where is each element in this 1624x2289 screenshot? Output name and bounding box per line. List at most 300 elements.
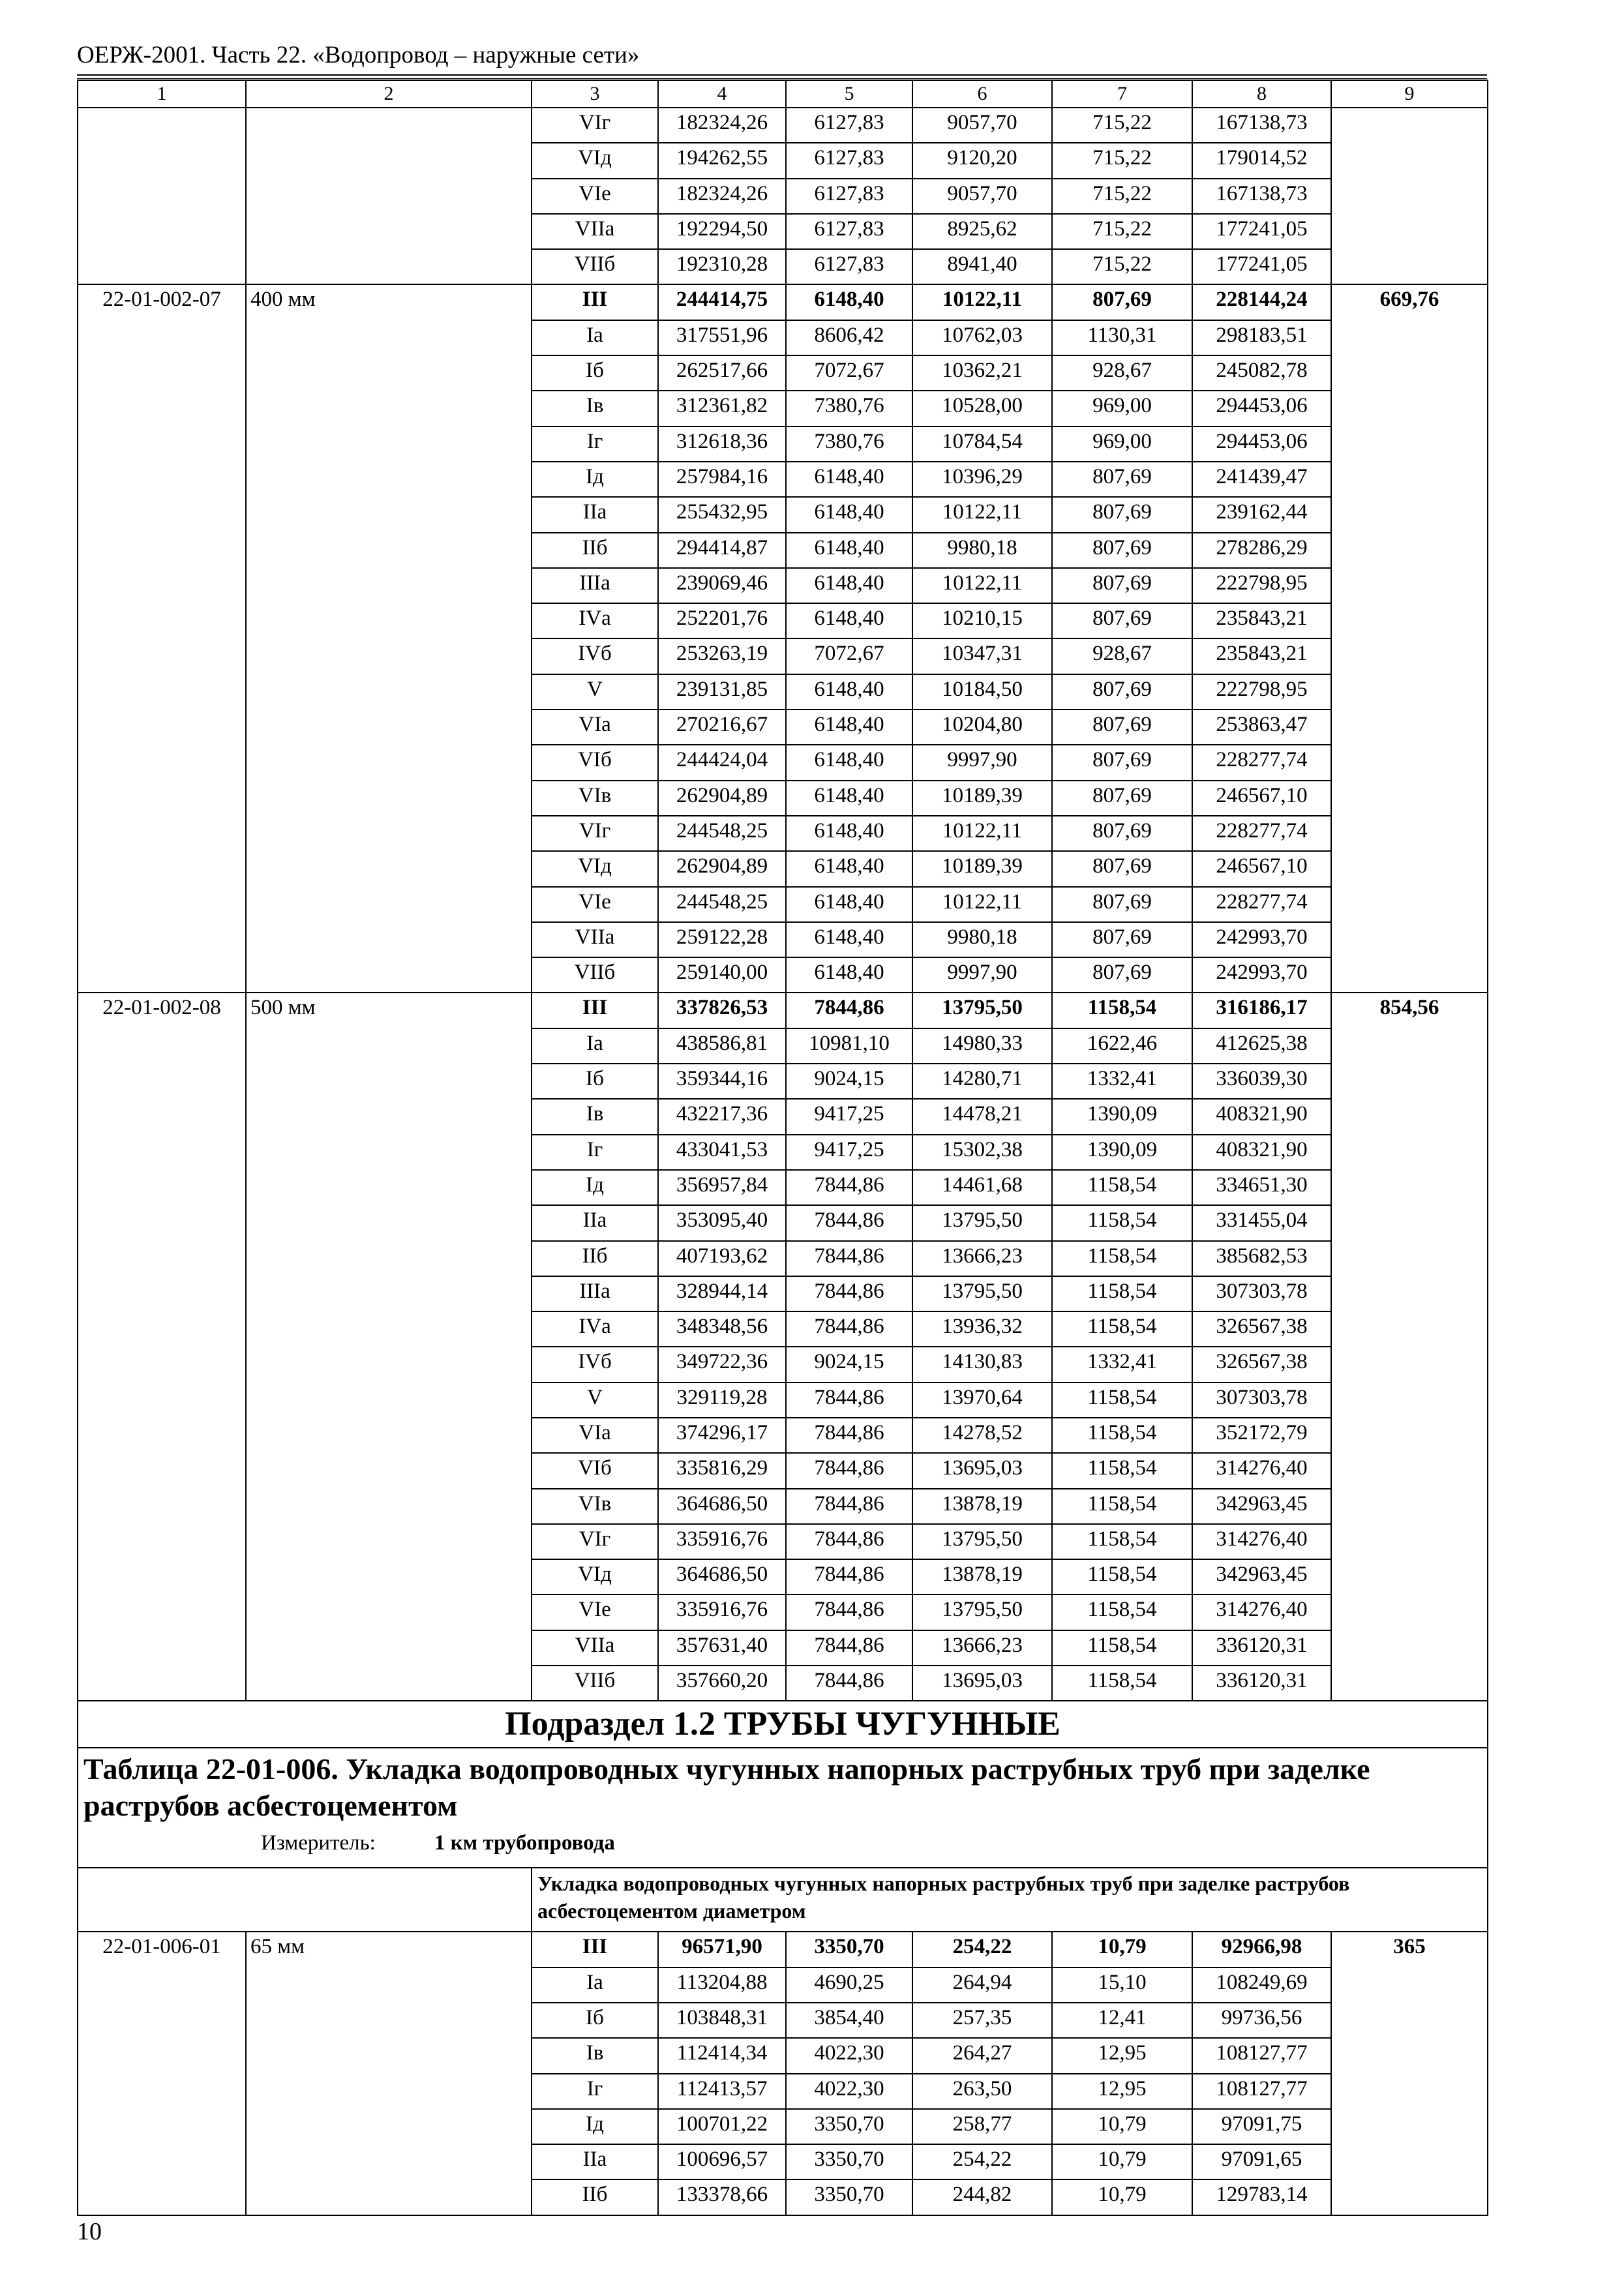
cost-cell: 13970,64 (912, 1383, 1052, 1418)
cost-cell: 432217,36 (658, 1099, 786, 1134)
cost-cell: 6148,40 (786, 887, 912, 922)
zone-code: IVб (532, 1347, 658, 1382)
rate-code: 22-01-002-08 (78, 993, 246, 1701)
cost-cell: 807,69 (1052, 462, 1192, 497)
cost-cell: 342963,45 (1192, 1559, 1331, 1594)
cost-cell: 7072,67 (786, 355, 912, 391)
cost-cell: 7844,86 (786, 1559, 912, 1594)
cost-cell: 10,79 (1052, 2144, 1192, 2179)
cost-cell: 100701,22 (658, 2109, 786, 2144)
cost-cell: 329119,28 (658, 1383, 786, 1418)
table-row (78, 284, 1488, 320)
header-rule (77, 74, 1487, 76)
cost-cell: 235843,21 (1192, 638, 1331, 674)
zone-code: VIг (532, 108, 658, 143)
cost-cell: 244,82 (912, 2179, 1052, 2215)
cost-cell: 9057,70 (912, 108, 1052, 143)
cost-cell: 228144,24 (1192, 284, 1331, 320)
cost-cell: 807,69 (1052, 745, 1192, 780)
zone-code: VIIа (532, 214, 658, 249)
cost-cell: 715,22 (1052, 179, 1192, 214)
cost-cell: 235843,21 (1192, 603, 1331, 638)
measure-line (83, 1828, 1482, 1858)
cost-cell: 264,27 (912, 2038, 1052, 2073)
cost-cell: 1158,54 (1052, 1594, 1192, 1630)
total-cell: 854,56 (1331, 993, 1488, 1701)
cost-cell: 1158,54 (1052, 1383, 1192, 1418)
cost-cell: 108127,77 (1192, 2074, 1331, 2109)
cost-cell: 1622,46 (1052, 1028, 1192, 1064)
cost-cell: 246567,10 (1192, 781, 1331, 816)
cost-cell: 13795,50 (912, 993, 1052, 1028)
zone-code: III (532, 284, 658, 320)
cost-cell: 352172,79 (1192, 1418, 1331, 1453)
cost-cell: 342963,45 (1192, 1489, 1331, 1524)
cost-cell: 807,69 (1052, 674, 1192, 710)
cost-cell: 6148,40 (786, 957, 912, 993)
cost-cell: 1390,09 (1052, 1135, 1192, 1170)
zone-code: Iд (532, 2109, 658, 2144)
cost-cell: 331455,04 (1192, 1205, 1331, 1240)
rate-code (78, 108, 246, 284)
table-title-row (78, 1748, 1488, 1868)
cost-cell: 314276,40 (1192, 1594, 1331, 1630)
cost-cell: 374296,17 (658, 1418, 786, 1453)
cost-cell: 244548,25 (658, 816, 786, 851)
zone-code: Iд (532, 462, 658, 497)
cost-cell: 1158,54 (1052, 1241, 1192, 1276)
cost-cell: 15302,38 (912, 1135, 1052, 1170)
zone-code: IIIа (532, 568, 658, 603)
cost-cell: 10122,11 (912, 887, 1052, 922)
cost-cell: 356957,84 (658, 1170, 786, 1205)
cost-cell: 7844,86 (786, 1630, 912, 1666)
cost-cell: 194262,55 (658, 143, 786, 178)
cost-cell: 9024,15 (786, 1347, 912, 1382)
zone-code: VIд (532, 1559, 658, 1594)
zone-code: VIд (532, 851, 658, 886)
cost-cell: 3350,70 (786, 2179, 912, 2215)
cost-cell: 241439,47 (1192, 462, 1331, 497)
cost-cell: 228277,74 (1192, 816, 1331, 851)
cost-cell: 6148,40 (786, 781, 912, 816)
cost-cell: 807,69 (1052, 603, 1192, 638)
total-cell (1331, 108, 1488, 284)
cost-cell: 13695,03 (912, 1666, 1052, 1701)
cost-cell: 314276,40 (1192, 1453, 1331, 1488)
cost-cell: 314276,40 (1192, 1524, 1331, 1559)
description-row (78, 1868, 1488, 1932)
cost-cell: 13666,23 (912, 1630, 1052, 1666)
cost-cell: 13695,03 (912, 1453, 1052, 1488)
zone-code: Iг (532, 426, 658, 462)
cost-cell: 9024,15 (786, 1064, 912, 1099)
cost-cell: 9980,18 (912, 533, 1052, 568)
cost-cell: 257984,16 (658, 462, 786, 497)
column-number: 8 (1192, 80, 1331, 108)
cost-cell: 242993,70 (1192, 922, 1331, 957)
description-blank (78, 1868, 532, 1932)
cost-cell: 14980,33 (912, 1028, 1052, 1064)
cost-cell: 239162,44 (1192, 497, 1331, 532)
cost-cell: 6148,40 (786, 674, 912, 710)
cost-cell: 6148,40 (786, 710, 912, 745)
cost-cell: 14278,52 (912, 1418, 1052, 1453)
cost-cell: 6148,40 (786, 745, 912, 780)
zone-code: Iб (532, 1064, 658, 1099)
subsection-row (78, 1701, 1488, 1748)
cost-cell: 10362,21 (912, 355, 1052, 391)
cost-cell: 13936,32 (912, 1311, 1052, 1347)
header-rule-thin (77, 78, 1487, 79)
cost-cell: 1158,54 (1052, 993, 1192, 1028)
cost-cell: 14280,71 (912, 1064, 1052, 1099)
cost-cell: 1158,54 (1052, 1170, 1192, 1205)
cost-cell: 253263,19 (658, 638, 786, 674)
zone-code: IIа (532, 2144, 658, 2179)
cost-cell: 254,22 (912, 2144, 1052, 2179)
cost-cell: 9417,25 (786, 1135, 912, 1170)
cost-cell: 13878,19 (912, 1489, 1052, 1524)
cost-cell: 407193,62 (658, 1241, 786, 1276)
zone-code: VIв (532, 1489, 658, 1524)
cost-cell: 6148,40 (786, 816, 912, 851)
cost-cell: 10122,11 (912, 497, 1052, 532)
cost-cell: 807,69 (1052, 533, 1192, 568)
document-title: ОЕРЖ-2001. Часть 22. «Водопровод – наружные сети» (77, 42, 640, 68)
cost-cell: 326567,38 (1192, 1347, 1331, 1382)
cost-cell: 258,77 (912, 2109, 1052, 2144)
cost-cell: 97091,75 (1192, 2109, 1331, 2144)
rate-name: 65 мм (246, 1932, 532, 2215)
cost-cell: 969,00 (1052, 426, 1192, 462)
cost-cell: 10396,29 (912, 462, 1052, 497)
zone-code: Iг (532, 2074, 658, 2109)
cost-cell: 262904,89 (658, 851, 786, 886)
rate-name: 500 мм (246, 993, 532, 1701)
zone-code: Iв (532, 1099, 658, 1134)
zone-code: IIб (532, 1241, 658, 1276)
zone-code: VIа (532, 1418, 658, 1453)
zone-code: Iа (532, 1028, 658, 1064)
cost-cell: 928,67 (1052, 355, 1192, 391)
cost-cell: 6148,40 (786, 568, 912, 603)
cost-cell: 4690,25 (786, 1967, 912, 2003)
cost-cell: 1158,54 (1052, 1311, 1192, 1347)
cost-cell: 298183,51 (1192, 320, 1331, 355)
cost-cell: 167138,73 (1192, 179, 1331, 214)
zone-code: IVб (532, 638, 658, 674)
cost-cell: 6127,83 (786, 143, 912, 178)
page-number: 10 (77, 2218, 102, 2245)
cost-cell: 807,69 (1052, 497, 1192, 532)
cost-cell: 316186,17 (1192, 993, 1331, 1028)
cost-cell: 353095,40 (658, 1205, 786, 1240)
cost-cell: 112413,57 (658, 2074, 786, 2109)
cost-cell: 7844,86 (786, 993, 912, 1028)
zone-code: VIа (532, 710, 658, 745)
zone-code: VIе (532, 179, 658, 214)
cost-cell: 10,79 (1052, 1932, 1192, 1967)
cost-cell: 7844,86 (786, 1241, 912, 1276)
cost-cell: 335916,76 (658, 1594, 786, 1630)
cost-cell: 307303,78 (1192, 1276, 1331, 1311)
cost-cell: 8925,62 (912, 214, 1052, 249)
total-cell: 669,76 (1331, 284, 1488, 993)
zone-code: VIв (532, 781, 658, 816)
cost-cell: 177241,05 (1192, 249, 1331, 284)
cost-cell: 9980,18 (912, 922, 1052, 957)
cost-cell: 12,95 (1052, 2074, 1192, 2109)
cost-cell: 1332,41 (1052, 1064, 1192, 1099)
table-title: Таблица 22-01-006. Укладка водопроводных чугунных напорных раструбных труб при заделке раструбов асбестоцементом (83, 1752, 1370, 1823)
cost-cell: 1158,54 (1052, 1666, 1192, 1701)
cost-cell: 222798,95 (1192, 568, 1331, 603)
cost-cell: 10981,10 (786, 1028, 912, 1064)
zone-code: IIб (532, 2179, 658, 2215)
cost-cell: 807,69 (1052, 957, 1192, 993)
cost-cell: 3350,70 (786, 2144, 912, 2179)
cost-cell: 10210,15 (912, 603, 1052, 638)
cost-cell: 12,41 (1052, 2003, 1192, 2038)
cost-cell: 807,69 (1052, 710, 1192, 745)
cost-cell: 113204,88 (658, 1967, 786, 2003)
rate-name (246, 108, 532, 284)
cost-cell: 328944,14 (658, 1276, 786, 1311)
cost-cell: 8941,40 (912, 249, 1052, 284)
zone-code: IVа (532, 1311, 658, 1347)
column-number: 7 (1052, 80, 1192, 108)
cost-cell: 317551,96 (658, 320, 786, 355)
cost-cell: 7844,86 (786, 1524, 912, 1559)
cost-cell: 10204,80 (912, 710, 1052, 745)
column-number: 1 (78, 80, 246, 108)
zone-code: IIIа (532, 1276, 658, 1311)
zone-code: IIб (532, 533, 658, 568)
cost-cell: 7380,76 (786, 391, 912, 426)
cost-cell: 10,79 (1052, 2109, 1192, 2144)
cost-cell: 129783,14 (1192, 2179, 1331, 2215)
cost-cell: 7844,86 (786, 1489, 912, 1524)
cost-cell: 9417,25 (786, 1099, 912, 1134)
cost-cell: 715,22 (1052, 143, 1192, 178)
cost-cell: 334651,30 (1192, 1170, 1331, 1205)
cost-cell: 433041,53 (658, 1135, 786, 1170)
cost-cell: 7072,67 (786, 638, 912, 674)
zone-code: VIIб (532, 1666, 658, 1701)
cost-cell: 259140,00 (658, 957, 786, 993)
cost-cell: 242993,70 (1192, 957, 1331, 993)
zone-code: VIе (532, 887, 658, 922)
cost-cell: 264,94 (912, 1967, 1052, 2003)
cost-cell: 10347,31 (912, 638, 1052, 674)
cost-cell: 228277,74 (1192, 745, 1331, 780)
cost-cell: 969,00 (1052, 391, 1192, 426)
cost-cell: 3350,70 (786, 2109, 912, 2144)
cost-cell: 335816,29 (658, 1453, 786, 1488)
cost-cell: 96571,90 (658, 1932, 786, 1967)
cost-cell: 7380,76 (786, 426, 912, 462)
cost-cell: 255432,95 (658, 497, 786, 532)
cost-cell: 7844,86 (786, 1311, 912, 1347)
zone-code: IIа (532, 497, 658, 532)
cost-cell: 10122,11 (912, 568, 1052, 603)
cost-cell: 14478,21 (912, 1099, 1052, 1134)
cost-cell: 6127,83 (786, 249, 912, 284)
cost-cell: 92966,98 (1192, 1932, 1331, 1967)
cost-cell: 228277,74 (1192, 887, 1331, 922)
description-text: Укладка водопроводных чугунных напорных раструбных труб при заделке раструбов асбестоцементом диаметром (532, 1868, 1488, 1932)
cost-cell: 357660,20 (658, 1666, 786, 1701)
cost-cell: 13666,23 (912, 1241, 1052, 1276)
cost-cell: 438586,81 (658, 1028, 786, 1064)
cost-cell: 262517,66 (658, 355, 786, 391)
cost-cell: 807,69 (1052, 887, 1192, 922)
zone-code: VIг (532, 1524, 658, 1559)
cost-cell: 807,69 (1052, 781, 1192, 816)
zone-code: VIб (532, 1453, 658, 1488)
cost-cell: 253863,47 (1192, 710, 1331, 745)
table-row (78, 993, 1488, 1028)
cost-cell: 6148,40 (786, 851, 912, 886)
subsection-title: Подраздел 1.2 ТРУБЫ ЧУГУННЫЕ (78, 1701, 1488, 1748)
cost-cell: 6148,40 (786, 497, 912, 532)
cost-cell: 257,35 (912, 2003, 1052, 2038)
cost-cell: 807,69 (1052, 568, 1192, 603)
cost-cell: 246567,10 (1192, 851, 1331, 886)
cost-cell: 10189,39 (912, 781, 1052, 816)
cost-cell: 192310,28 (658, 249, 786, 284)
zone-code: Iд (532, 1170, 658, 1205)
cost-cell: 108127,77 (1192, 2038, 1331, 2073)
cost-cell: 336120,31 (1192, 1666, 1331, 1701)
cost-cell: 1130,31 (1052, 320, 1192, 355)
cost-cell: 10184,50 (912, 674, 1052, 710)
cost-cell: 807,69 (1052, 284, 1192, 320)
cost-cell: 6127,83 (786, 108, 912, 143)
page-header (77, 40, 1487, 79)
zone-code: VIб (532, 745, 658, 780)
cost-cell: 270216,67 (658, 710, 786, 745)
cost-cell: 294453,06 (1192, 426, 1331, 462)
cost-cell: 335916,76 (658, 1524, 786, 1559)
cost-cell: 222798,95 (1192, 674, 1331, 710)
cost-cell: 7844,86 (786, 1453, 912, 1488)
cost-cell: 244424,04 (658, 745, 786, 780)
column-number: 9 (1331, 80, 1488, 108)
cost-cell: 12,95 (1052, 2038, 1192, 2073)
column-number: 5 (786, 80, 912, 108)
cost-cell: 7844,86 (786, 1276, 912, 1311)
cost-cell: 7844,86 (786, 1418, 912, 1453)
cost-cell: 100696,57 (658, 2144, 786, 2179)
zone-code: VIе (532, 1594, 658, 1630)
cost-cell: 182324,26 (658, 108, 786, 143)
cost-cell: 1158,54 (1052, 1205, 1192, 1240)
measure-label: Измеритель: (261, 1831, 376, 1855)
column-number: 6 (912, 80, 1052, 108)
cost-cell: 1332,41 (1052, 1347, 1192, 1382)
zone-code: VIIб (532, 249, 658, 284)
cost-cell: 10784,54 (912, 426, 1052, 462)
cost-cell: 357631,40 (658, 1630, 786, 1666)
cost-cell: 1390,09 (1052, 1099, 1192, 1134)
cost-cell: 6148,40 (786, 462, 912, 497)
cost-cell: 13795,50 (912, 1524, 1052, 1559)
cost-cell: 177241,05 (1192, 214, 1331, 249)
cost-cell: 312361,82 (658, 391, 786, 426)
cost-cell: 364686,50 (658, 1559, 786, 1594)
cost-cell: 252201,76 (658, 603, 786, 638)
cost-cell: 336039,30 (1192, 1064, 1331, 1099)
zone-code: Iа (532, 320, 658, 355)
cost-cell: 3350,70 (786, 1932, 912, 1967)
cost-cell: 10528,00 (912, 391, 1052, 426)
rate-code: 22-01-006-01 (78, 1932, 246, 2215)
cost-cell: 294414,87 (658, 533, 786, 568)
cost-cell: 14130,83 (912, 1347, 1052, 1382)
cost-cell: 97091,65 (1192, 2144, 1331, 2179)
cost-cell: 412625,38 (1192, 1028, 1331, 1064)
cost-cell: 8606,42 (786, 320, 912, 355)
zone-code: V (532, 674, 658, 710)
cost-cell: 263,50 (912, 2074, 1052, 2109)
cost-cell: 9057,70 (912, 179, 1052, 214)
cost-cell: 1158,54 (1052, 1489, 1192, 1524)
total-cell: 365 (1331, 1932, 1488, 2215)
cost-cell: 4022,30 (786, 2038, 912, 2073)
cost-cell: 715,22 (1052, 214, 1192, 249)
cost-cell: 715,22 (1052, 108, 1192, 143)
cost-cell: 10189,39 (912, 851, 1052, 886)
cost-cell: 7844,86 (786, 1170, 912, 1205)
cost-cell: 10762,03 (912, 320, 1052, 355)
zone-code: Iв (532, 2038, 658, 2073)
rate-code: 22-01-002-07 (78, 284, 246, 993)
cost-cell: 337826,53 (658, 993, 786, 1028)
rate-name: 400 мм (246, 284, 532, 993)
cost-cell: 179014,52 (1192, 143, 1331, 178)
cost-cell: 408321,90 (1192, 1135, 1331, 1170)
cost-cell: 1158,54 (1052, 1559, 1192, 1594)
cost-cell: 1158,54 (1052, 1453, 1192, 1488)
cost-cell: 7844,86 (786, 1383, 912, 1418)
cost-cell: 807,69 (1052, 851, 1192, 886)
cost-cell: 14461,68 (912, 1170, 1052, 1205)
cost-cell: 99736,56 (1192, 2003, 1331, 2038)
cost-cell: 9120,20 (912, 143, 1052, 178)
cost-cell: 9997,90 (912, 957, 1052, 993)
cost-cell: 1158,54 (1052, 1630, 1192, 1666)
zone-code: III (532, 993, 658, 1028)
column-number: 3 (532, 80, 658, 108)
cost-cell: 326567,38 (1192, 1311, 1331, 1347)
cost-cell: 3854,40 (786, 2003, 912, 2038)
cost-cell: 10,79 (1052, 2179, 1192, 2215)
cost-cell: 15,10 (1052, 1967, 1192, 2003)
cost-cell: 10122,11 (912, 816, 1052, 851)
cost-cell: 103848,31 (658, 2003, 786, 2038)
cost-cell: 307303,78 (1192, 1383, 1331, 1418)
cost-cell: 244414,75 (658, 284, 786, 320)
measure-value: 1 км трубопровода (434, 1831, 615, 1855)
cost-cell: 112414,34 (658, 2038, 786, 2073)
cost-cell: 133378,66 (658, 2179, 786, 2215)
cost-cell: 7844,86 (786, 1666, 912, 1701)
zone-code: III (532, 1932, 658, 1967)
zone-code: VIIа (532, 922, 658, 957)
cost-cell: 10122,11 (912, 284, 1052, 320)
